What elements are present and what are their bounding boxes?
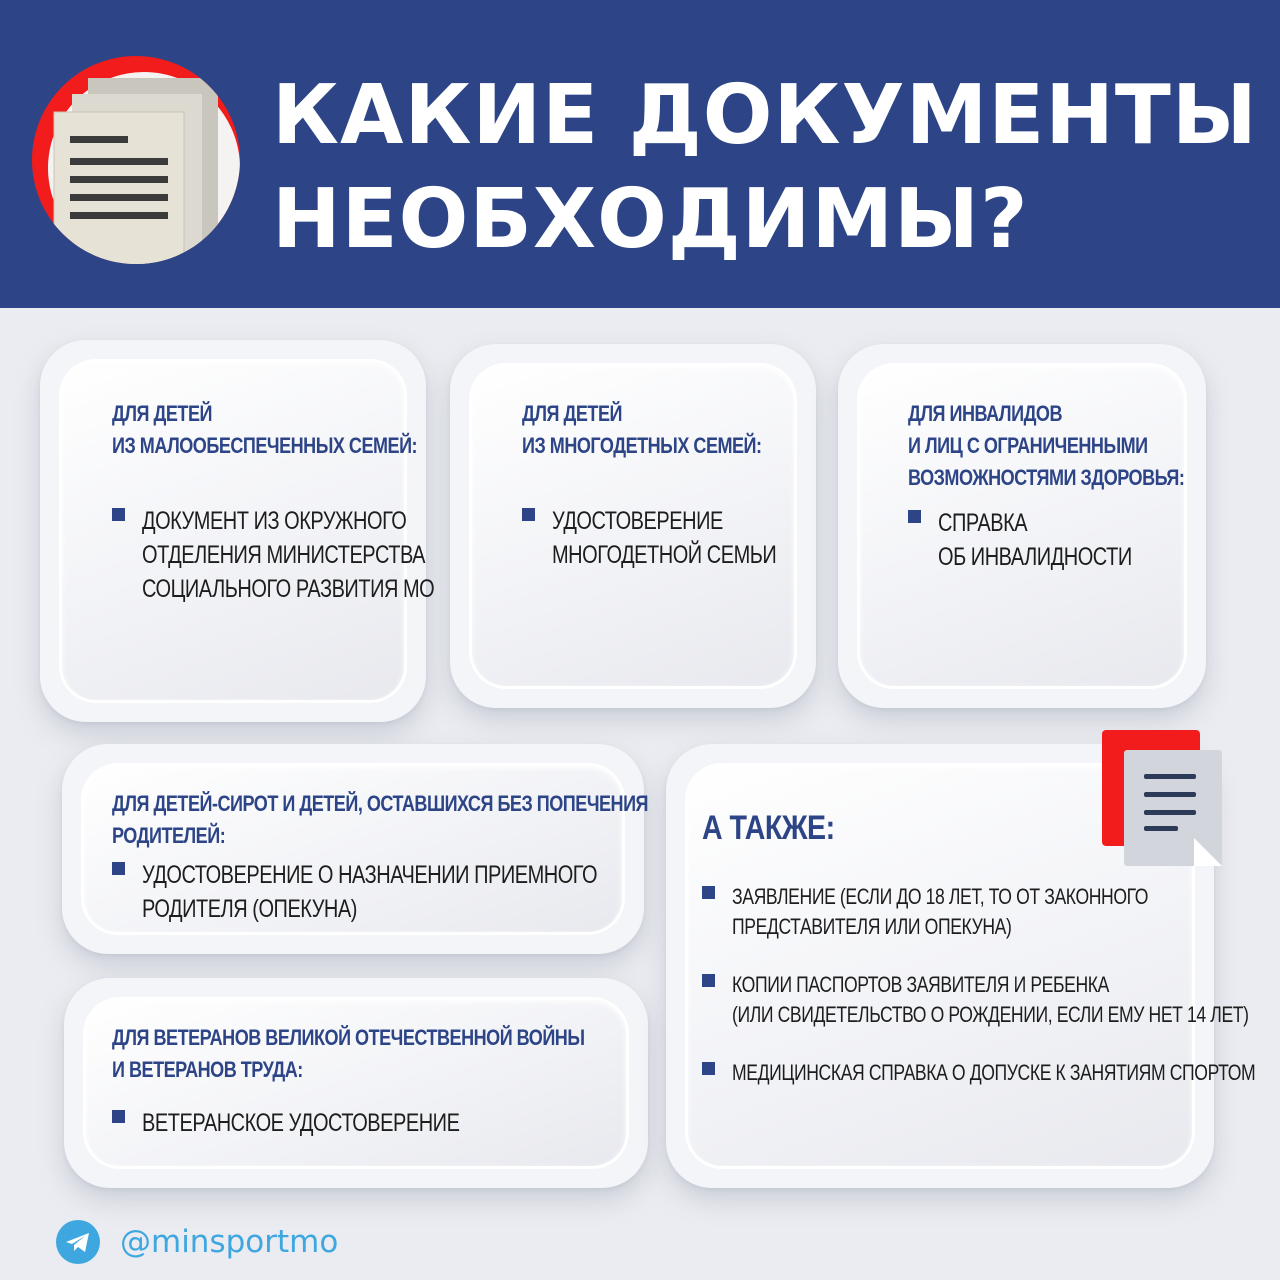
- title-line: РОДИТЕЛЕЙ:: [112, 823, 226, 848]
- title-line: ДЛЯ ДЕТЕЙ-СИРОТ И ДЕТЕЙ, ОСТАВШИХСЯ БЕЗ ПОПЕЧЕНИЯ: [112, 791, 649, 816]
- list-item-line: ВЕТЕРАНСКОЕ УДОСТОВЕРЕНИЕ: [142, 1109, 460, 1137]
- page-title: [272, 64, 1258, 272]
- card-large-family-title: [522, 398, 777, 462]
- list-item: [112, 504, 507, 606]
- header-banner: [0, 0, 1280, 308]
- card-disabled-title: [908, 398, 1184, 494]
- title-line: ДЛЯ ДЕТЕЙ: [522, 401, 622, 426]
- list-item-line: ПРЕДСТАВИТЕЛЯ ИЛИ ОПЕКУНА): [732, 914, 1012, 939]
- card-orphans-title: [112, 788, 648, 852]
- list-item-line: СПРАВКА: [938, 509, 1028, 537]
- title-line: И ВЕТЕРАНОВ ТРУДА:: [112, 1057, 303, 1082]
- card-large-family: [450, 344, 816, 708]
- list-item-line: ДОКУМЕНТ ИЗ ОКРУЖНОГО: [142, 507, 407, 535]
- card-low-income: [40, 340, 435, 722]
- list-item: [522, 504, 832, 572]
- card-disabled: [838, 344, 1206, 708]
- list-item-line: ОБ ИНВАЛИДНОСТИ: [938, 543, 1132, 571]
- list-item-line: (ИЛИ СВИДЕТЕЛЬСТВО О РОЖДЕНИИ, ЕСЛИ ЕМУ НЕТ 14 ЛЕТ): [732, 1002, 1249, 1027]
- list-item-line: МЕДИЦИНСКАЯ СПРАВКА О ДОПУСКЕ К ЗАНЯТИЯМ СПОРТОМ: [732, 1060, 1256, 1085]
- list-item-line: РОДИТЕЛЯ (ОПЕКУНА): [142, 895, 357, 923]
- documents-icon: [32, 56, 240, 264]
- channel-handle-link[interactable]: @minsportmo: [120, 1224, 339, 1260]
- page-title-line-1: КАКИЕ ДОКУМЕНТЫ: [272, 68, 1258, 163]
- list-item: [112, 1106, 688, 1140]
- title-line: И ЛИЦ С ОГРАНИЧЕННЫМИ: [908, 433, 1148, 458]
- card-also-title: А ТАКЖЕ:: [702, 809, 835, 847]
- card-veterans-title: [112, 1022, 584, 1086]
- list-item: [908, 506, 1245, 574]
- title-line: ВОЗМОЖНОСТЯМИ ЗДОРОВЬЯ:: [908, 465, 1185, 490]
- telegram-icon[interactable]: [56, 1220, 100, 1264]
- document-icon: [1102, 730, 1222, 870]
- list-item-line: МНОГОДЕТНОЙ СЕМЬИ: [552, 541, 777, 569]
- list-item: [702, 1058, 1280, 1088]
- page-title-line-2: НЕОБХОДИМЫ?: [272, 172, 1029, 267]
- list-item: [702, 882, 1280, 942]
- list-item-line: ЗАЯВЛЕНИЕ (ЕСЛИ ДО 18 ЛЕТ, ТО ОТ ЗАКОННОГО: [732, 884, 1149, 909]
- card-veterans: [64, 978, 648, 1188]
- list-item-line: УДОСТОВЕРЕНИЕ О НАЗНАЧЕНИИ ПРИЕМНОГО: [142, 861, 598, 889]
- list-item: [702, 970, 1280, 1030]
- card-orphans: [62, 744, 649, 954]
- title-line: ДЛЯ ИНВАЛИДОВ: [908, 401, 1063, 426]
- card-low-income-title: [112, 398, 436, 462]
- list-item-line: УДОСТОВЕРЕНИЕ: [552, 507, 723, 535]
- title-line: ИЗ МНОГОДЕТНЫХ СЕМЕЙ:: [522, 433, 762, 458]
- list-item-line: СОЦИАЛЬНОГО РАЗВИТИЯ МО: [142, 575, 435, 603]
- title-line: ИЗ МАЛООБЕСПЕЧЕННЫХ СЕМЕЙ:: [112, 433, 418, 458]
- list-item-line: ОТДЕЛЕНИЯ МИНИСТЕРСТВА: [142, 541, 426, 569]
- list-item-line: КОПИИ ПАСПОРТОВ ЗАЯВИТЕЛЯ И РЕБЕНКА: [732, 972, 1109, 997]
- title-line: ДЛЯ ВЕТЕРАНОВ ВЕЛИКОЙ ОТЕЧЕСТВЕННОЙ ВОЙНЫ: [112, 1025, 585, 1050]
- title-line: ДЛЯ ДЕТЕЙ: [112, 401, 212, 426]
